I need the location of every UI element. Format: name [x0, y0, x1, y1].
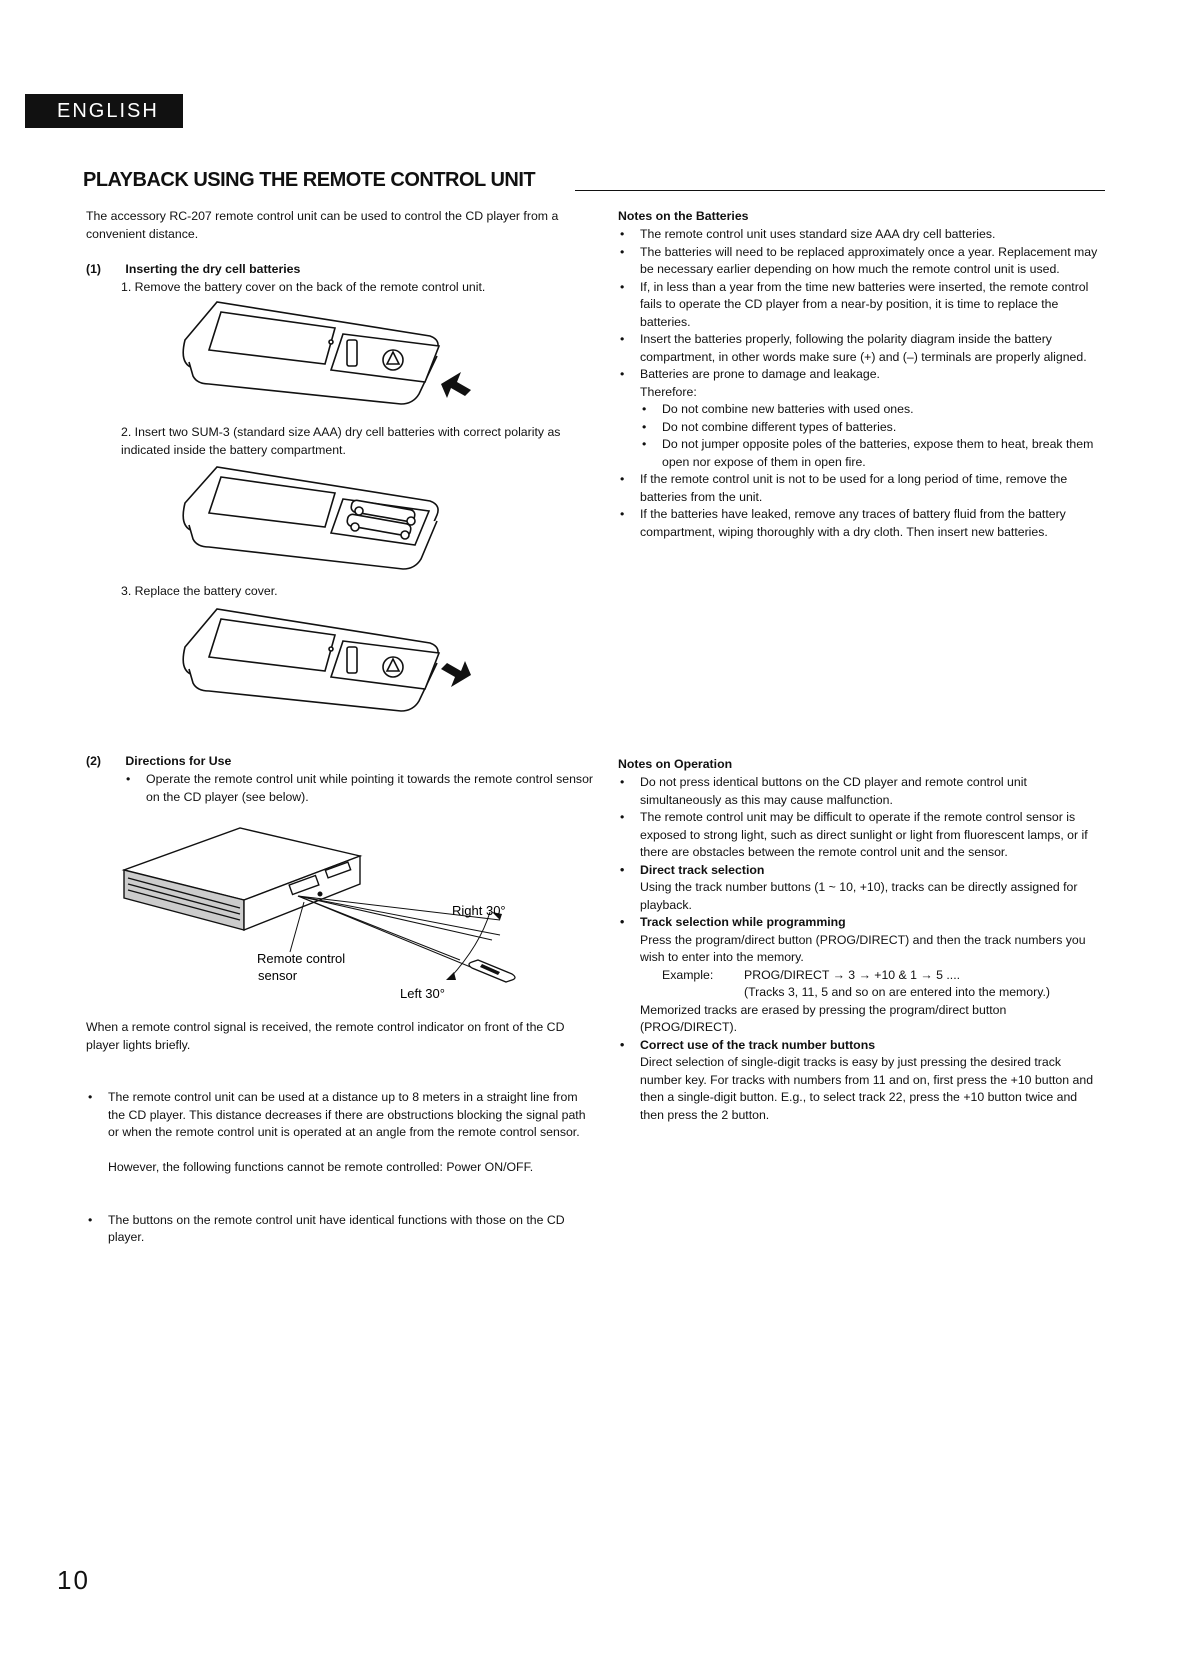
battery-subnote-2: • Do not combine different types of batteries. — [640, 419, 1098, 437]
battery-note-1: • The remote control unit uses standard size AAA dry cell batteries. — [618, 226, 1098, 244]
sensor-label-line1: Remote control — [257, 951, 346, 966]
track-number-heading: • Correct use of the track number buttons — [618, 1037, 1098, 1055]
battery-note-5: • Batteries are prone to damage and leakage. — [618, 366, 1098, 384]
operation-note-1: • Do not press identical buttons on the CD player and remote control unit simultaneously as this may cause malfunction. — [618, 774, 1098, 809]
remote-angle-figure — [120, 820, 560, 1010]
step-3: 3. Replace the battery cover. — [121, 584, 278, 598]
battery-note-4: • Insert the batteries properly, following the polarity diagram inside the battery compartment, in other words make sure (+) and (–) terminals are properly aligned. — [618, 331, 1098, 366]
track-number-text: Direct selection of single-digit tracks is easy by just pressing the desired track number key. For tracks with numbers from 11 and on, first press the +10 button and then a single-digit button. E.g., to select track 22, press the +10 button twice and then press the 2 button. — [640, 1055, 1094, 1122]
section2-number: (2) — [86, 754, 102, 768]
example-label: Example: — [662, 967, 714, 982]
operation-notes — [618, 774, 1098, 1124]
section2-heading-text: Directions for Use — [125, 754, 232, 768]
battery-note-7: • If the batteries have leaked, remove any traces of battery fluid from the battery compartment, wiping thoroughly with a dry cloth. Then insert new batteries. — [618, 506, 1098, 541]
therefore-label: Therefore: — [640, 384, 697, 399]
page-number: 10 — [57, 1565, 90, 1595]
battery-note-2: • The batteries will need to be replaced approximately once a year. Replacement may be necessary earlier depending on how much the remote control unit is used. — [618, 244, 1098, 279]
battery-compartment-figure — [175, 465, 495, 575]
battery-subnote-1: • Do not combine new batteries with used ones. — [640, 401, 1098, 419]
battery-subnote-3: • Do not jumper opposite poles of the batteries, expose them to heat, break them open nor expose of them in open fire. — [640, 436, 1098, 471]
sensor-label-line2: sensor — [258, 968, 298, 983]
memorized-text: Memorized tracks are erased by pressing the program/direct button (PROG/DIRECT). — [640, 1002, 1007, 1034]
battery-note-3: • If, in less than a year from the time new batteries were inserted, the remote control fails to operate the CD player from a near-by position, it is time to replace the batteries. — [618, 279, 1098, 332]
operation-note-2: • The remote control unit may be difficult to operate if the remote control sensor is exposed to strong light, such as direct sunlight or light from fluorescent lamps, or if there are obstacles between the remote control unit and the sensor. — [618, 809, 1098, 862]
directions-bullet-3: • The buttons on the remote control unit have identical functions with those on the CD player. — [86, 1212, 596, 1247]
batteries-notes — [618, 226, 1098, 541]
section1-heading — [86, 261, 574, 279]
batteries-heading: Notes on the Batteries — [618, 209, 749, 223]
section2-heading — [86, 753, 574, 771]
directions-bullet-1: • Operate the remote control unit while pointing it towards the remote control sensor on the CD player (see below). — [124, 771, 598, 806]
programming-heading: • Track selection while programming — [618, 914, 1098, 932]
title-rule — [575, 190, 1105, 191]
remote-cover-removal-figure — [175, 298, 495, 408]
step-2: 2. Insert two SUM-3 (standard size AAA) dry cell batteries with correct polarity as indicated inside the battery compartment. — [121, 425, 561, 457]
example-note: (Tracks 3, 11, 5 and so on are entered into the memory.) — [744, 985, 1050, 999]
intro-paragraph: The accessory RC-207 remote control unit can be used to control the CD player from a convenient distance. — [86, 209, 559, 241]
signal-paragraph: When a remote control signal is received, the remote control indicator on front of the CD player lights briefly. — [86, 1020, 565, 1052]
page-title: PLAYBACK USING THE REMOTE CONTROL UNIT — [83, 169, 536, 191]
example-row — [618, 967, 1098, 985]
section1-heading-text: Inserting the dry cell batteries — [125, 262, 301, 276]
operation-heading: Notes on Operation — [618, 757, 733, 771]
directions-bullet-2: • The remote control unit can be used at a distance up to 8 meters in a straight line from the CD player. This distance decreases if there are obstructions blocking the signal path or when the remote control unit is operated at an angle from the remote control sensor. — [86, 1089, 596, 1142]
remote-cover-replace-figure — [175, 605, 495, 715]
battery-note-6: • If the remote control unit is not to be used for a long period of time, remove the batteries from the unit. — [618, 471, 1098, 506]
programming-text: Press the program/direct button (PROG/DIRECT) and then the track numbers you wish to enter into the memory. — [640, 932, 1086, 964]
step-1: 1. Remove the battery cover on the back of the remote control unit. — [121, 280, 486, 294]
directions-bullet-3-continued: However, the following functions cannot be remote controlled: Power ON/OFF. — [108, 1160, 534, 1174]
language-tab: ENGLISH — [25, 94, 183, 128]
right-angle-label: Right 30° — [452, 903, 506, 918]
direct-track-heading: • Direct track selection — [618, 862, 1098, 880]
left-angle-label: Left 30° — [400, 986, 445, 1001]
direct-track-text: Using the track number buttons (1 ~ 10, +10), tracks can be directly assigned for playback. — [640, 880, 1078, 912]
section1-number: (1) — [86, 262, 102, 276]
example-sequence: PROG/DIRECT → 3 → +10 & 1 → 5 .... — [744, 967, 961, 982]
